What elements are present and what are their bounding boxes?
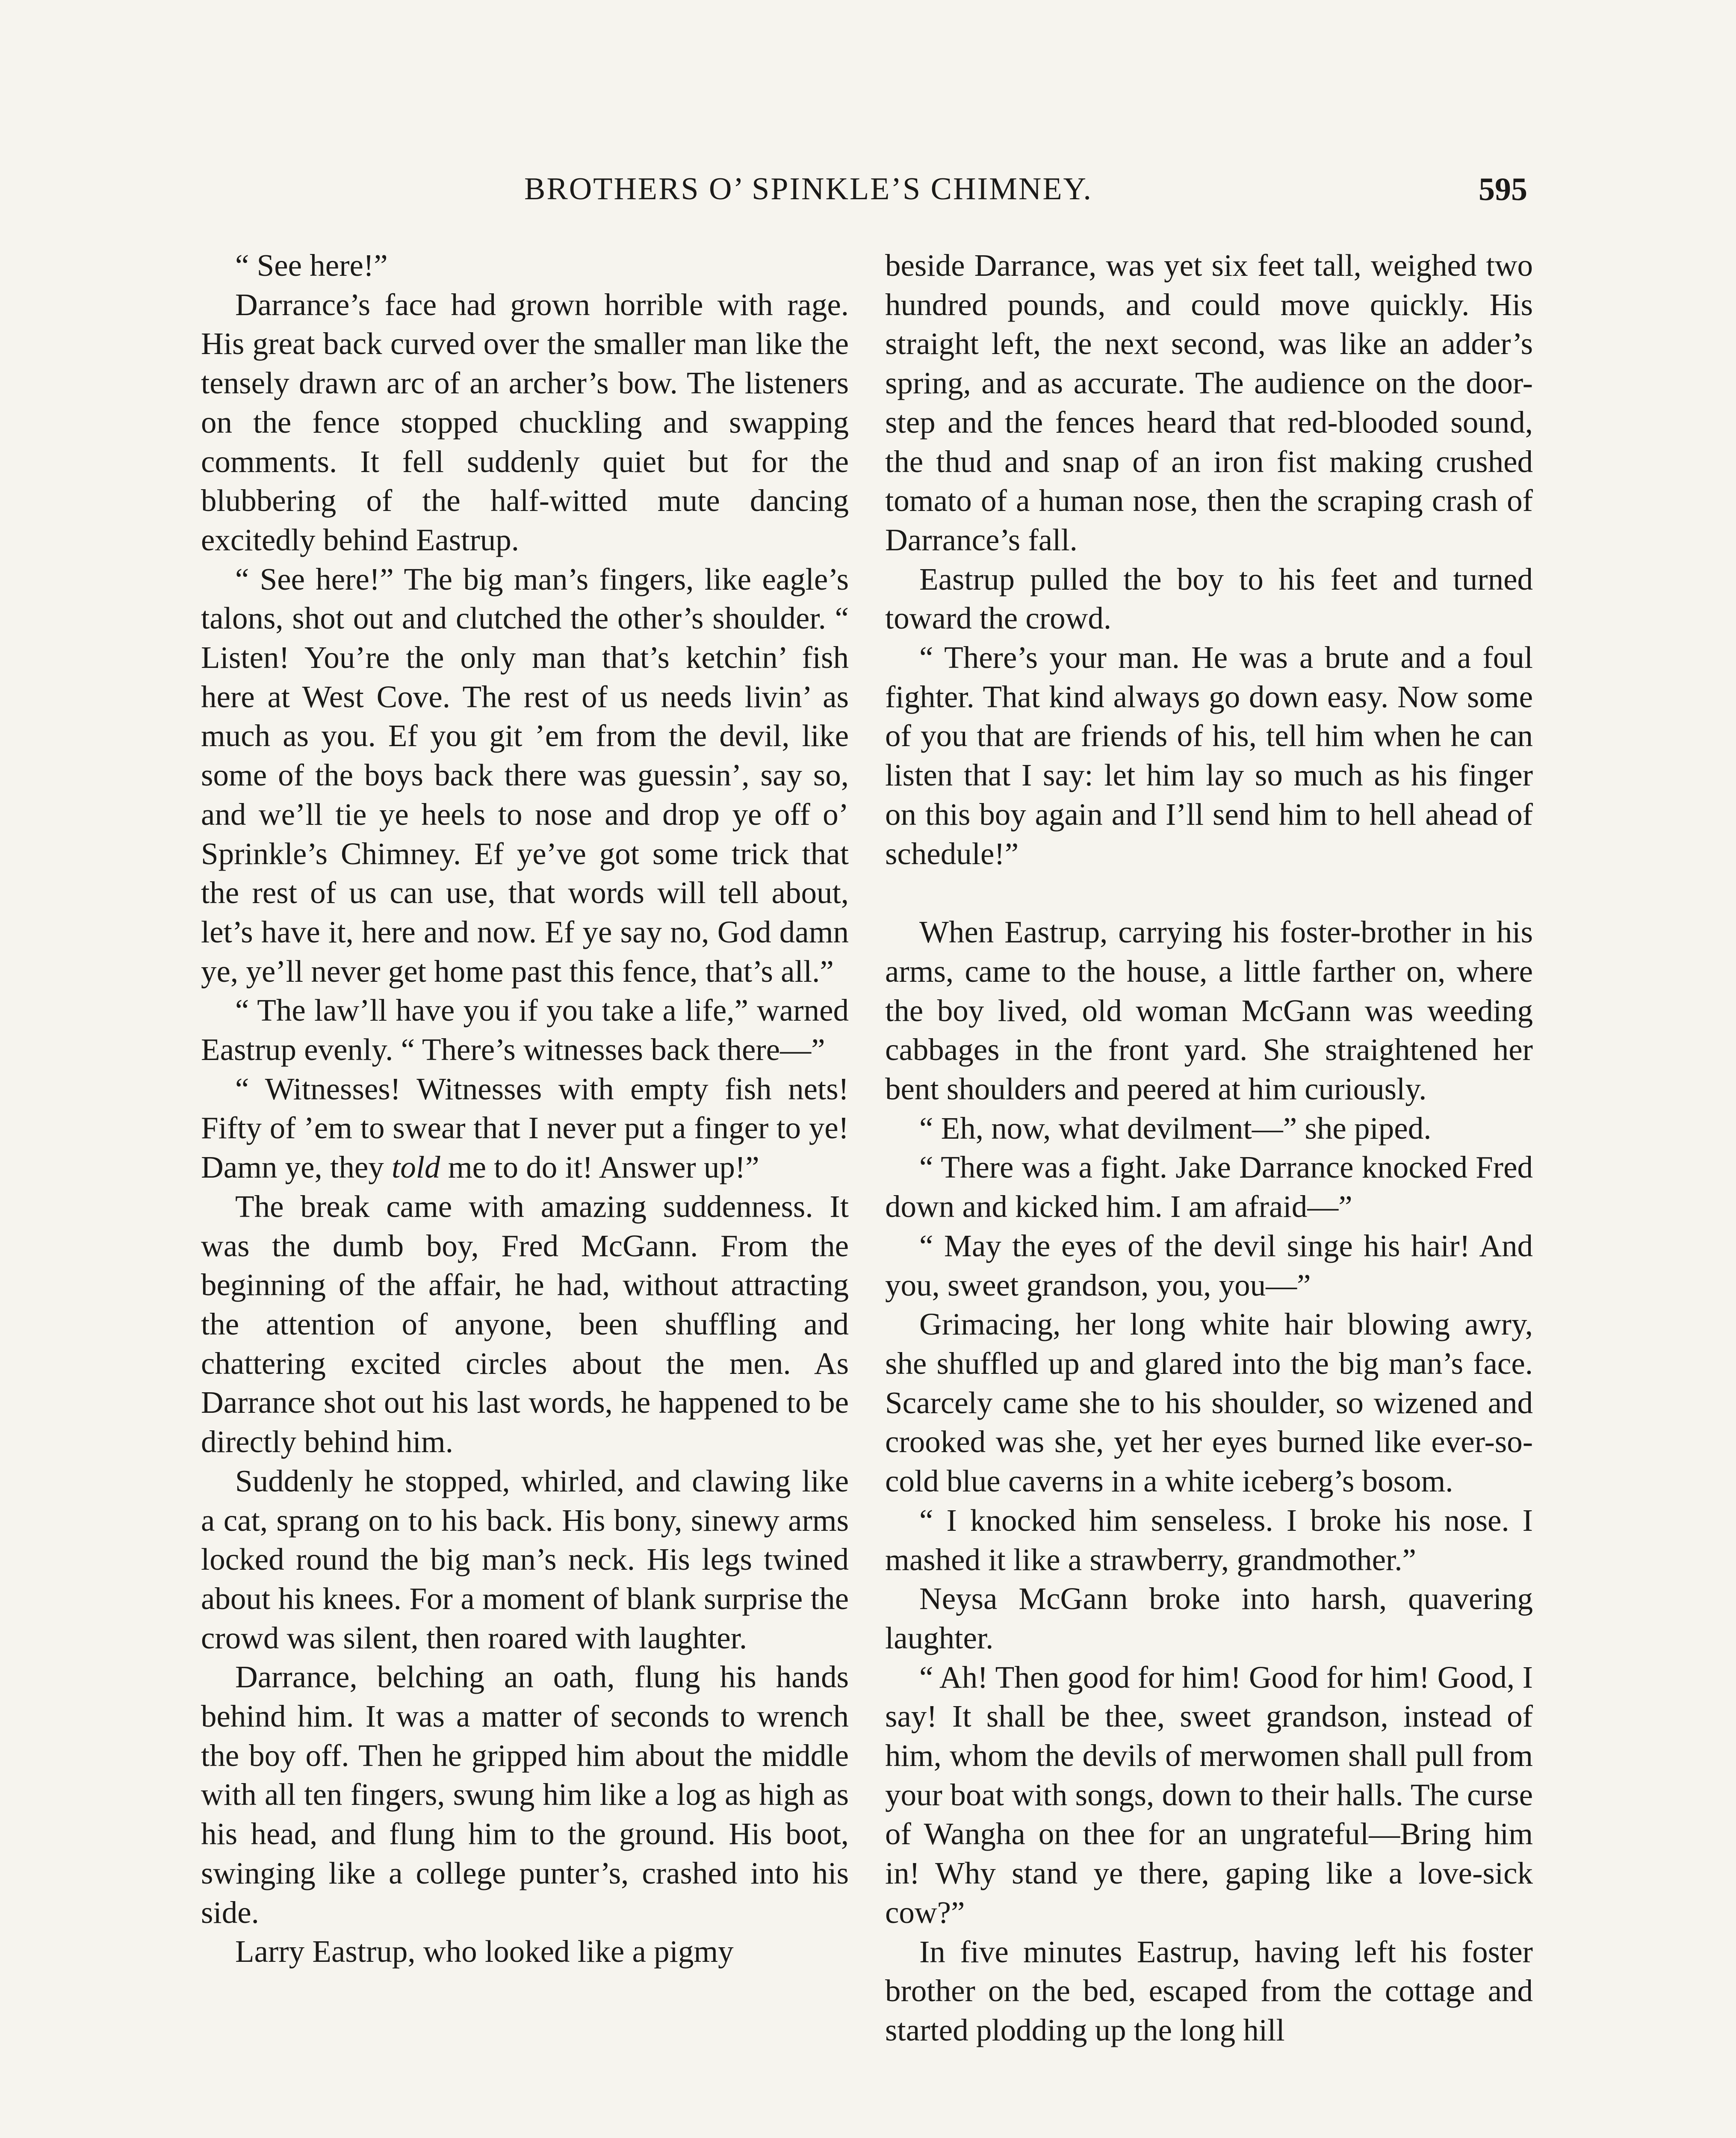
paragraph: “ May the eyes of the devil singe his hair! And you, sweet grandson, you, you—” [885,1228,1533,1302]
paragraph-text-tail: me to do it! Answer up!” [440,1150,759,1185]
section-start-paragraph: When Eastrup, carrying his foster-brother in his arms, came to the house, a little farther on, where the boy lived, old woman McGann was weeding cabbages in the front yard. She straightened her bent shoulders and peered at him curiously. [885,915,1533,1107]
paragraph-continued: beside Darrance, was yet six feet tall, weighed two hundred pounds, and could move quickly. His straight left, the next second, was like an adder’s spring, and as accurate. The audience on the door-step and the fences heard that red-blooded sound, the thud and snap of an iron fist making crushed tomato of a human nose, then the scraping crash of Darrance’s fall. [885,248,1533,557]
paragraph: “ Eh, now, what devilment—” she piped. [919,1110,1432,1146]
paragraph: Suddenly he stopped, whirled, and clawing like a cat, sprang on to his back. His bony, sinewy arms locked round the big man’s neck. His legs twined about his knees. For a moment of blank surprise the crowd was silent, then roared with laughter. [201,1463,849,1655]
paragraph: Eastrup pulled the boy to his feet and turned toward the crowd. [885,561,1533,636]
emphasized-word: told [391,1150,440,1185]
paragraph: Neysa McGann broke into harsh, quavering laughter. [885,1581,1533,1655]
page-number: 595 [1479,171,1527,207]
paragraph: “ See here!” [235,248,388,283]
paragraph: “ The law’ll have you if you take a life,” warned Eastrup evenly. “ There’s witnesses back there—” [201,993,849,1067]
paragraph: Darrance’s face had grown horrible with rage. His great back curved over the smaller man like the tensely drawn arc of an archer’s bow. The listeners on the fence stopped chuckling and swapping comments. It fell suddenly quiet but for the blubbering of the half-witted mute dancing excitedly behind Eastrup. [201,287,849,557]
paragraph: Grimacing, her long white hair blowing awry, she shuffled up and glared into the big man’s face. Scarcely came she to his shoulder, so wizened and crooked was she, yet her eyes burned like ever-so-cold blue caverns in a white iceberg’s bosom. [885,1307,1533,1499]
paragraph-text: “ Witnesses! Witnesses with empty fish nets! Fifty of ’em to swear that I never put a finger to ye! Damn ye, they [201,1071,849,1185]
paragraph: “ See here!” The big man’s fingers, like eagle’s talons, shot out and clutched the other’s shoulder. “ Listen! You’re the only man that’s ketchin’ fish here at West Cove. The rest of us needs livin’ as much as you. Ef you git ’em from the devil, like some of the boys back there was guessin’, say so, and we’ll tie ye heels to nose and drop ye off o’ Sprinkle’s Chimney. Ef ye’ve got some trick that the rest of us can use, that words will tell about, let’s have it, here and now. Ef ye say no, God damn ye, ye’ll never get home past this fence, that’s all.” [201,561,849,989]
left-column [201,246,849,1971]
right-column [885,246,1533,2050]
paragraph: “ There’s your man. He was a brute and a foul fighter. That kind always go down easy. Now some of you that are friends of his, tell him when he can listen that I say: let him lay so much as his finger on this boy again and I’ll send him to hell ahead of schedule!” [885,640,1533,871]
paragraph: Larry Eastrup, who looked like a pigmy [235,1934,734,1969]
paragraph: Darrance, belching an oath, flung his hands behind him. It was a matter of seconds to wrench the boy off. Then he gripped him about the middle with all ten fingers, swung him like a log as high as his head, and flung him to the ground. His boot, swinging like a college punter’s, crashed into his side. [201,1660,849,1930]
paragraph: “ Ah! Then good for him! Good for him! Good, I say! It shall be thee, sweet grandson, instead of him, whom the devils of merwomen shall pull from your boat with songs, down to their halls. The curse of Wangha on thee for an ungrateful—Bring him in! Why stand ye there, gaping like a love-sick cow?” [885,1660,1533,1930]
paragraph: “ There was a fight. Jake Darrance knocked Fred down and kicked him. I am afraid—” [885,1150,1533,1224]
paragraph: “ I knocked him senseless. I broke his nose. I mashed it like a strawberry, grandmother.” [885,1503,1533,1577]
paragraph: In five minutes Eastrup, having left his foster brother on the bed, escaped from the cottage and started plodding up the long hill [885,1934,1533,2047]
paragraph [201,1069,849,1187]
running-head: BROTHERS O’ SPINKLE’S CHIMNEY. [524,171,1092,207]
paragraph: The break came with amazing suddenness. It was the dumb boy, Fred McGann. From the beginning of the affair, he had, without attracting the attention of anyone, been shuffling and chattering excited circles about the men. As Darrance shot out his last words, he happened to be directly behind him. [201,1189,849,1459]
